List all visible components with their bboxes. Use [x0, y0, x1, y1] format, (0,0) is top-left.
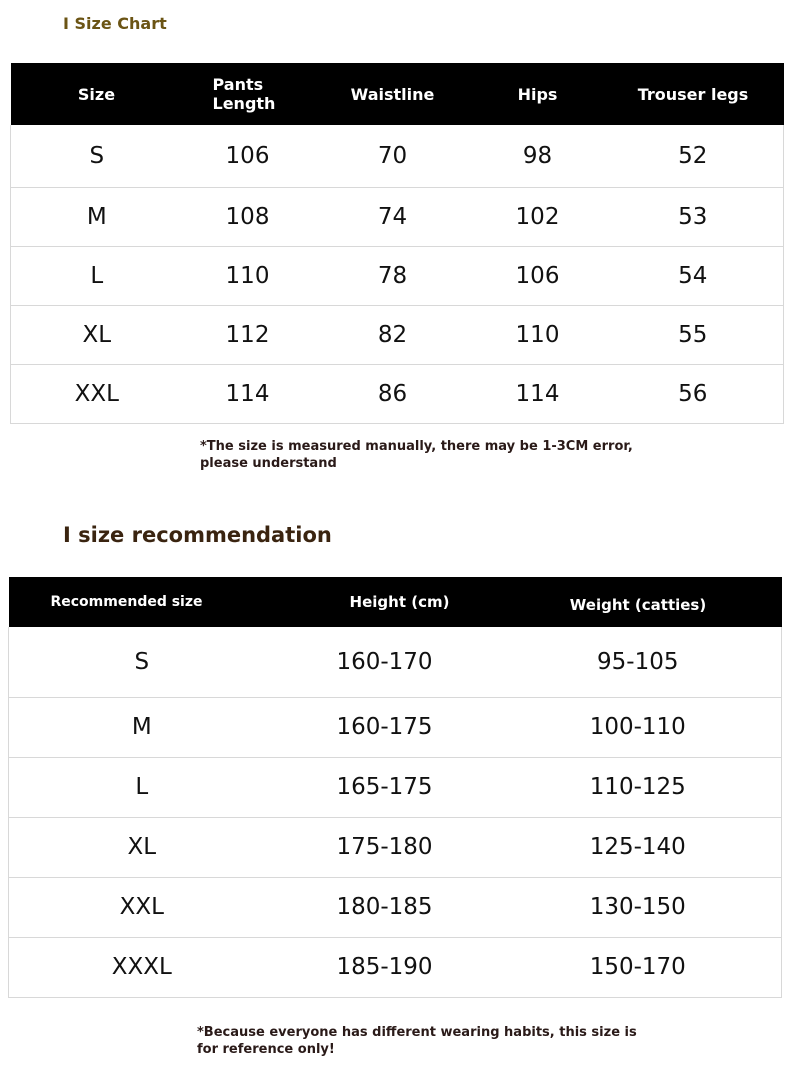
cell-waistline: 78: [313, 246, 473, 305]
cell-height: 185-190: [275, 937, 495, 997]
cell-trouser-legs: 56: [603, 364, 784, 423]
cell-size: XXL: [11, 364, 183, 423]
cell-recommended-size: M: [9, 697, 275, 757]
cell-size: XL: [11, 305, 183, 364]
cell-waistline: 70: [313, 125, 473, 187]
cell-size: L: [11, 246, 183, 305]
cell-trouser-legs: 52: [603, 125, 784, 187]
cell-hips: 102: [473, 187, 603, 246]
cell-pants-length: 106: [183, 125, 313, 187]
cell-recommended-size: XXL: [9, 877, 275, 937]
table-row: [9, 697, 782, 757]
size-chart-title: I Size Chart: [63, 14, 167, 33]
cell-hips: 110: [473, 305, 603, 364]
header-recommended-size: Recommended size: [9, 577, 275, 627]
table-row: [11, 125, 784, 187]
cell-weight: 130-150: [495, 877, 782, 937]
header-size: Size: [11, 63, 183, 125]
header-height: Height (cm): [275, 577, 495, 627]
cell-recommended-size: L: [9, 757, 275, 817]
header-hips: Hips: [473, 63, 603, 125]
table-row: [9, 817, 782, 877]
size-recommendation-table: [8, 577, 782, 998]
cell-height: 160-175: [275, 697, 495, 757]
cell-weight: 125-140: [495, 817, 782, 877]
cell-waistline: 86: [313, 364, 473, 423]
table-row: [9, 877, 782, 937]
cell-pants-length: 108: [183, 187, 313, 246]
cell-waistline: 74: [313, 187, 473, 246]
size-chart-table: [10, 63, 784, 424]
reference-note: *Because everyone has different wearing habits, this size is for reference only!: [197, 1025, 637, 1057]
cell-trouser-legs: 54: [603, 246, 784, 305]
cell-height: 175-180: [275, 817, 495, 877]
cell-weight: 100-110: [495, 697, 782, 757]
measurement-note: *The size is measured manually, there may be 1-3CM error, please understand: [200, 439, 633, 471]
cell-size: S: [11, 125, 183, 187]
cell-trouser-legs: 55: [603, 305, 784, 364]
cell-recommended-size: XXXL: [9, 937, 275, 997]
size-chart-header-row: [11, 63, 784, 125]
cell-hips: 114: [473, 364, 603, 423]
cell-height: 180-185: [275, 877, 495, 937]
cell-trouser-legs: 53: [603, 187, 784, 246]
header-weight: Weight (catties): [495, 577, 782, 627]
table-row: [9, 937, 782, 997]
cell-pants-length: 112: [183, 305, 313, 364]
header-pants-length-label: Pants Length: [212, 75, 276, 113]
header-pants-length: [183, 63, 313, 125]
cell-waistline: 82: [313, 305, 473, 364]
cell-recommended-size: S: [9, 627, 275, 697]
cell-pants-length: 114: [183, 364, 313, 423]
table-row: [11, 305, 784, 364]
table-row: [11, 364, 784, 423]
header-waistline: Waistline: [313, 63, 473, 125]
cell-height: 160-170: [275, 627, 495, 697]
cell-pants-length: 110: [183, 246, 313, 305]
table-row: [11, 187, 784, 246]
table-row: [11, 246, 784, 305]
header-trouser-legs: Trouser legs: [603, 63, 784, 125]
cell-weight: 110-125: [495, 757, 782, 817]
cell-weight: 95-105: [495, 627, 782, 697]
cell-hips: 106: [473, 246, 603, 305]
cell-weight: 150-170: [495, 937, 782, 997]
cell-recommended-size: XL: [9, 817, 275, 877]
cell-height: 165-175: [275, 757, 495, 817]
table-row: [9, 757, 782, 817]
recommendation-header-row: [9, 577, 782, 627]
cell-hips: 98: [473, 125, 603, 187]
size-recommendation-title: I size recommendation: [63, 523, 332, 547]
cell-size: M: [11, 187, 183, 246]
table-row: [9, 627, 782, 697]
